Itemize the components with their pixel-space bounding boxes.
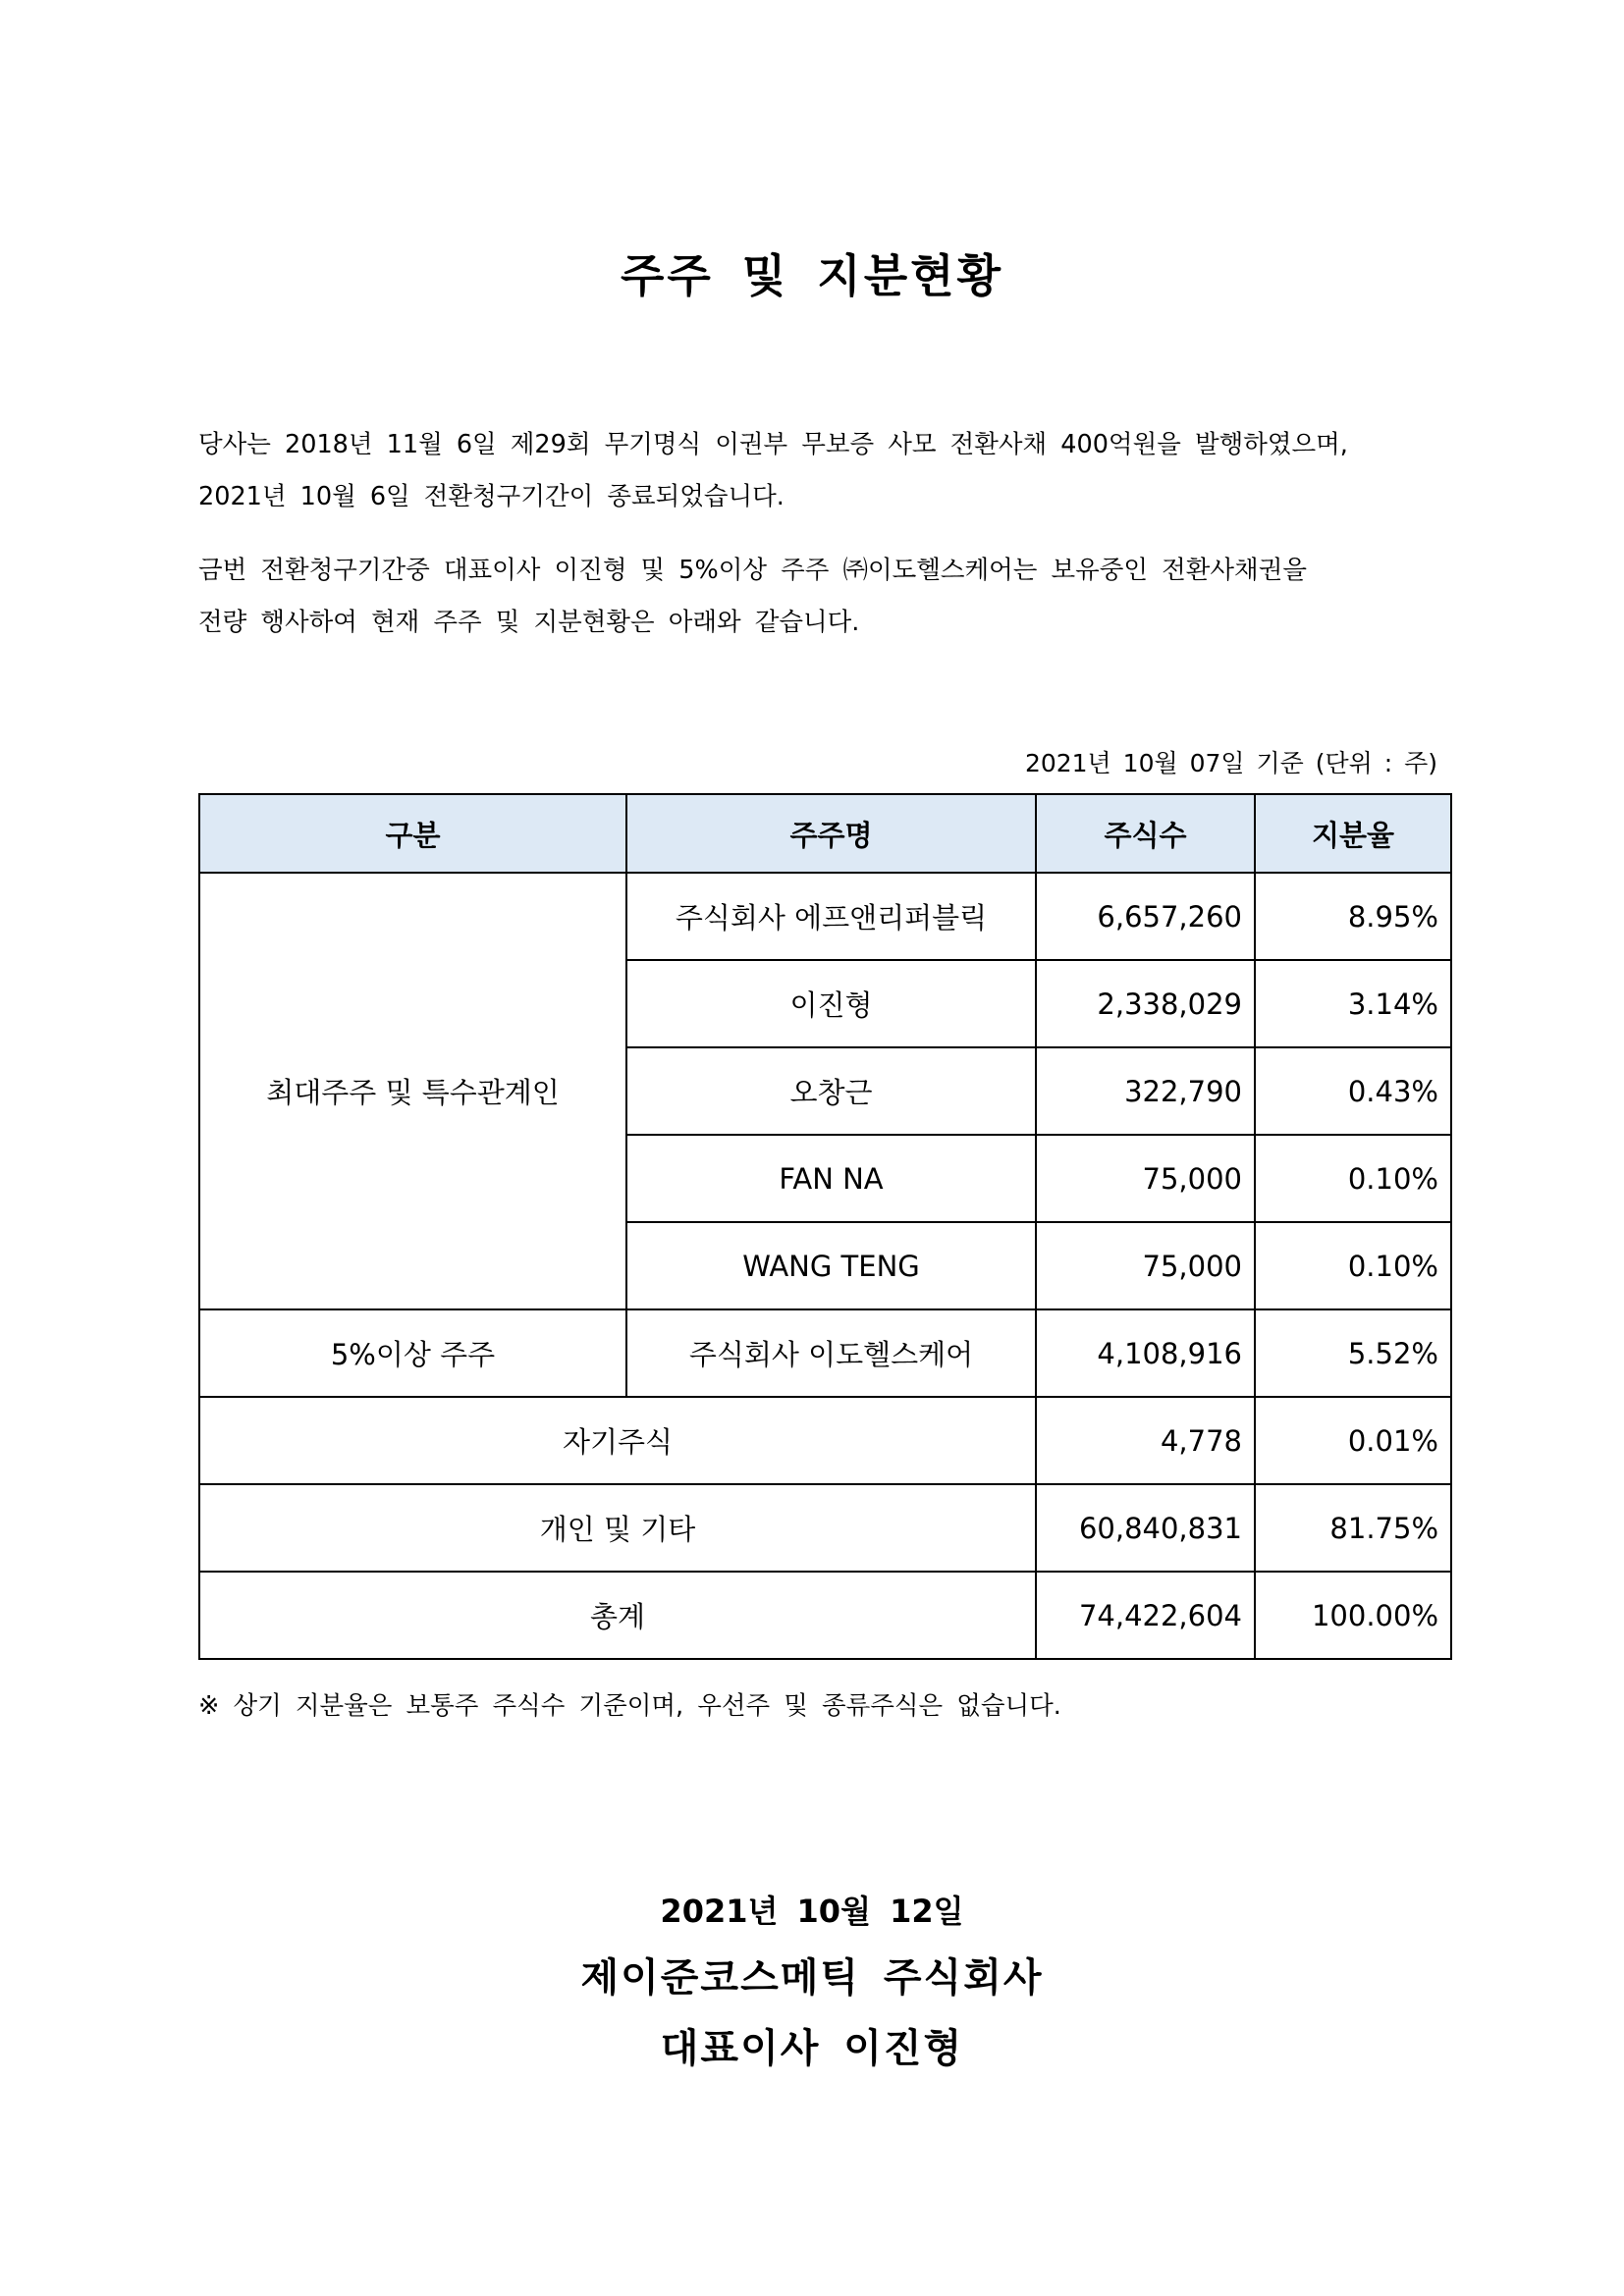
table-row bbox=[199, 873, 1451, 960]
table-row-others bbox=[199, 1484, 1451, 1572]
basis-date-unit: 2021년 10월 07일 기준 (단위 : 주) bbox=[1024, 749, 1437, 777]
page-title: 주주 및 지분현황 bbox=[620, 249, 1004, 302]
share-ratio: 0.10% bbox=[1255, 1222, 1451, 1309]
group-major-shareholder: 최대주주 및 특수관계인 bbox=[199, 873, 626, 1309]
intro-paragraph-1 bbox=[198, 419, 1455, 523]
shareholder-table bbox=[198, 793, 1452, 1660]
table-row-total bbox=[199, 1572, 1451, 1659]
share-count: 2,338,029 bbox=[1036, 960, 1255, 1047]
share-ratio: 0.10% bbox=[1255, 1135, 1451, 1222]
share-count: 75,000 bbox=[1036, 1222, 1255, 1309]
intro-line-3: 금번 전환청구기간중 대표이사 이진형 및 5%이상 주주 ㈜이도헬스케어는 보유중인 전환사채권을 bbox=[198, 556, 1307, 585]
total-share-count: 74,422,604 bbox=[1036, 1572, 1255, 1659]
table-row bbox=[199, 1309, 1451, 1397]
share-count: 4,108,916 bbox=[1036, 1309, 1255, 1397]
header-category: 구분 bbox=[199, 794, 626, 873]
group-5pct-shareholder: 5%이상 주주 bbox=[199, 1309, 626, 1397]
signature-date: 2021년 10월 12일 bbox=[660, 1893, 964, 1930]
intro-paragraph-2 bbox=[198, 545, 1455, 649]
share-ratio: 3.14% bbox=[1255, 960, 1451, 1047]
others-label: 개인 및 기타 bbox=[199, 1484, 1036, 1572]
signature-company: 제이준코스메틱 주식회사 bbox=[580, 1955, 1044, 2001]
signature-ceo: 대표이사 이진형 bbox=[660, 2026, 964, 2071]
share-ratio: 0.43% bbox=[1255, 1047, 1451, 1135]
share-ratio: 8.95% bbox=[1255, 873, 1451, 960]
shareholder-name: 주식회사 이도헬스케어 bbox=[626, 1309, 1036, 1397]
share-count: 322,790 bbox=[1036, 1047, 1255, 1135]
shareholder-name: 주식회사 에프앤리퍼블릭 bbox=[626, 873, 1036, 960]
share-ratio: 81.75% bbox=[1255, 1484, 1451, 1572]
intro-line-2: 2021년 10월 6일 전환청구기간이 종료되었습니다. bbox=[198, 482, 785, 511]
share-count: 60,840,831 bbox=[1036, 1484, 1255, 1572]
treasury-stock-label: 자기주식 bbox=[199, 1397, 1036, 1484]
share-count: 75,000 bbox=[1036, 1135, 1255, 1222]
table-header-row bbox=[199, 794, 1451, 873]
header-share-count: 주식수 bbox=[1036, 794, 1255, 873]
header-share-ratio: 지분율 bbox=[1255, 794, 1451, 873]
total-label: 총계 bbox=[199, 1572, 1036, 1659]
share-count: 6,657,260 bbox=[1036, 873, 1255, 960]
shareholder-name: 이진형 bbox=[626, 960, 1036, 1047]
share-ratio: 5.52% bbox=[1255, 1309, 1451, 1397]
table-row-treasury bbox=[199, 1397, 1451, 1484]
share-count: 4,778 bbox=[1036, 1397, 1255, 1484]
shareholder-name: FAN NA bbox=[626, 1135, 1036, 1222]
footnote: ※ 상기 지분율은 보통주 주식수 기준이며, 우선주 및 종류주식은 없습니다. bbox=[198, 1691, 1061, 1721]
header-shareholder-name: 주주명 bbox=[626, 794, 1036, 873]
total-share-ratio: 100.00% bbox=[1255, 1572, 1451, 1659]
share-ratio: 0.01% bbox=[1255, 1397, 1451, 1484]
shareholder-name: WANG TENG bbox=[626, 1222, 1036, 1309]
intro-line-4: 전량 행사하여 현재 주주 및 지분현황은 아래와 같습니다. bbox=[198, 608, 860, 637]
intro-line-1: 당사는 2018년 11월 6일 제29회 무기명식 이권부 무보증 사모 전환사채 400억원을 발행하였으며, bbox=[198, 430, 1348, 459]
shareholder-name: 오창근 bbox=[626, 1047, 1036, 1135]
